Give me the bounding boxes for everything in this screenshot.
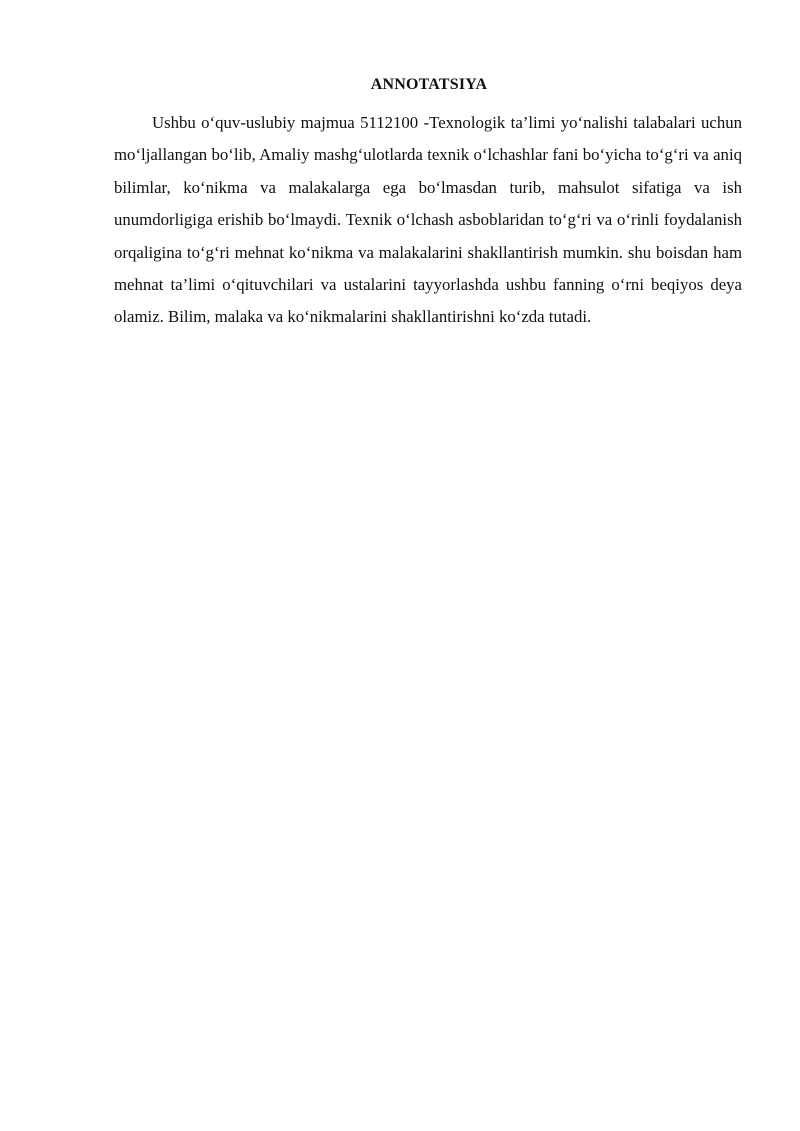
annotation-paragraph: Ushbu o‘quv-uslubiy majmua 5112100 -Texnologik ta’limi yo‘nalishi talabalari uchun mo‘ljallangan bo‘lib, Amaliy mashg‘ulotlarda texnik o‘lchashlar fani bo‘yicha to‘g‘ri va aniq bilimlar, ko‘nikma va malakalarga ega bo‘lmasdan turib, mahsulot sifatiga va ish unumdorligiga erishib bo‘lmaydi. Texnik o‘lchash asboblaridan to‘g‘ri va o‘rinli foydalanish orqaligina to‘g‘ri mehnat ko‘nikma va malakalarini shakllantirish mumkin. shu boisdan ham mehnat ta’limi o‘qituvchilari va ustalarini tayyorlashda ushbu fanning o‘rni beqiyos deya olamiz. Bilim, malaka va ko‘nikmalarini shakllantirishni ko‘zda tutadi.	[114, 113, 742, 327]
document-title: ANNOTATSIYA	[370, 76, 488, 93]
